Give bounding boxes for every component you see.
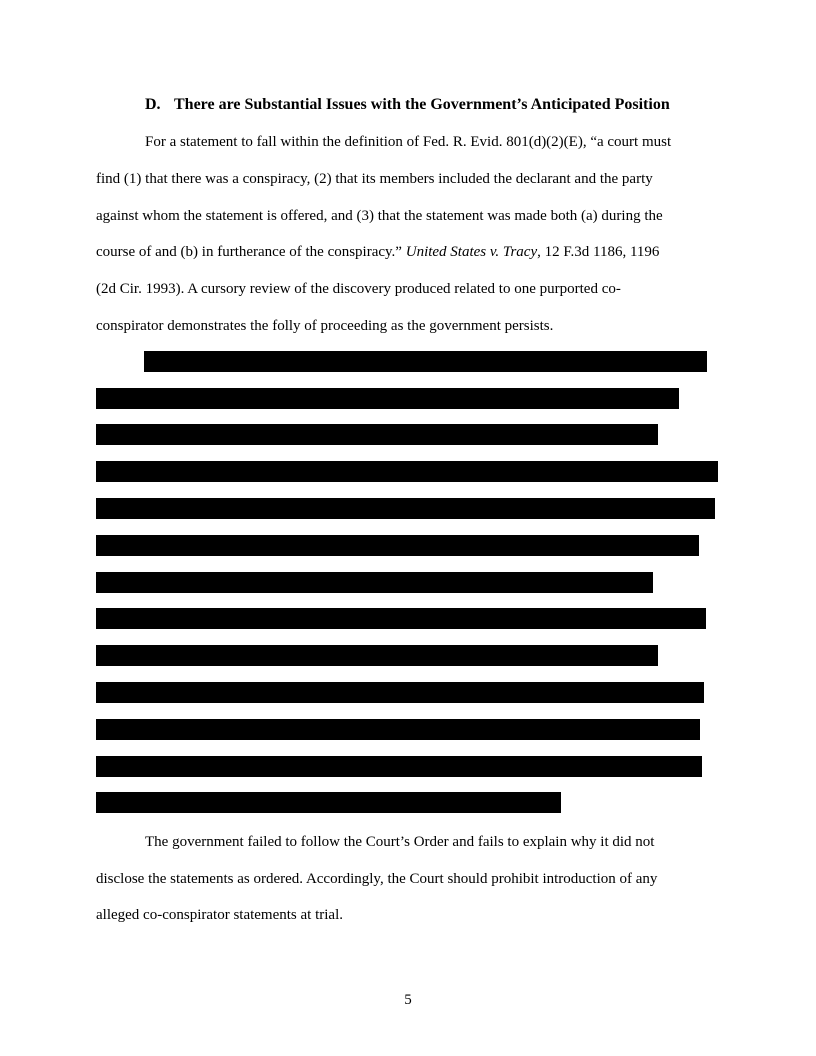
paragraph1-line2: find (1) that there was a conspiracy, (2) that its members included the declarant and the party bbox=[96, 171, 653, 187]
redaction-bar bbox=[96, 498, 715, 519]
redaction-bar bbox=[96, 388, 679, 409]
page-number: 5 bbox=[404, 992, 412, 1008]
paragraph1-line5: (2d Cir. 1993). A cursory review of the discovery produced related to one purported co- bbox=[96, 281, 621, 297]
redaction-bar bbox=[144, 351, 707, 372]
redaction-bar bbox=[96, 682, 704, 703]
redaction-bar bbox=[96, 461, 718, 482]
paragraph2-line2: disclose the statements as ordered. Accordingly, the Court should prohibit introduction of any bbox=[96, 871, 658, 887]
redaction-bar bbox=[96, 756, 702, 777]
paragraph2-line3: alleged co-conspirator statements at trial. bbox=[96, 907, 343, 923]
case-citation: United States v. Tracy bbox=[405, 244, 538, 260]
redaction-bar bbox=[96, 792, 561, 813]
paragraph1-line4-pre: course of and (b) in furtherance of the conspiracy.” bbox=[96, 244, 406, 260]
section-title: There are Substantial Issues with the Government’s Anticipated Position bbox=[174, 96, 670, 113]
redaction-bar bbox=[96, 535, 699, 556]
redaction-bar bbox=[96, 645, 658, 666]
redaction-bar bbox=[96, 572, 653, 593]
redaction-bar bbox=[96, 719, 700, 740]
paragraph1-line4 bbox=[96, 243, 659, 261]
section-heading bbox=[145, 96, 670, 114]
paragraph1-line1: For a statement to fall within the definition of Fed. R. Evid. 801(d)(2)(E), “a court must bbox=[145, 134, 672, 150]
paragraph2-line1: The government failed to follow the Court’s Order and fails to explain why it did not bbox=[145, 834, 655, 850]
paragraph1-line4-post: , 12 F.3d 1186, 1196 bbox=[537, 244, 660, 260]
redaction-bar bbox=[96, 608, 706, 629]
section-letter: D. bbox=[145, 96, 161, 113]
paragraph1-line3: against whom the statement is offered, and (3) that the statement was made both (a) during the bbox=[96, 208, 663, 224]
redaction-bar bbox=[96, 424, 658, 445]
paragraph1-line6: conspirator demonstrates the folly of proceeding as the government persists. bbox=[96, 318, 554, 334]
